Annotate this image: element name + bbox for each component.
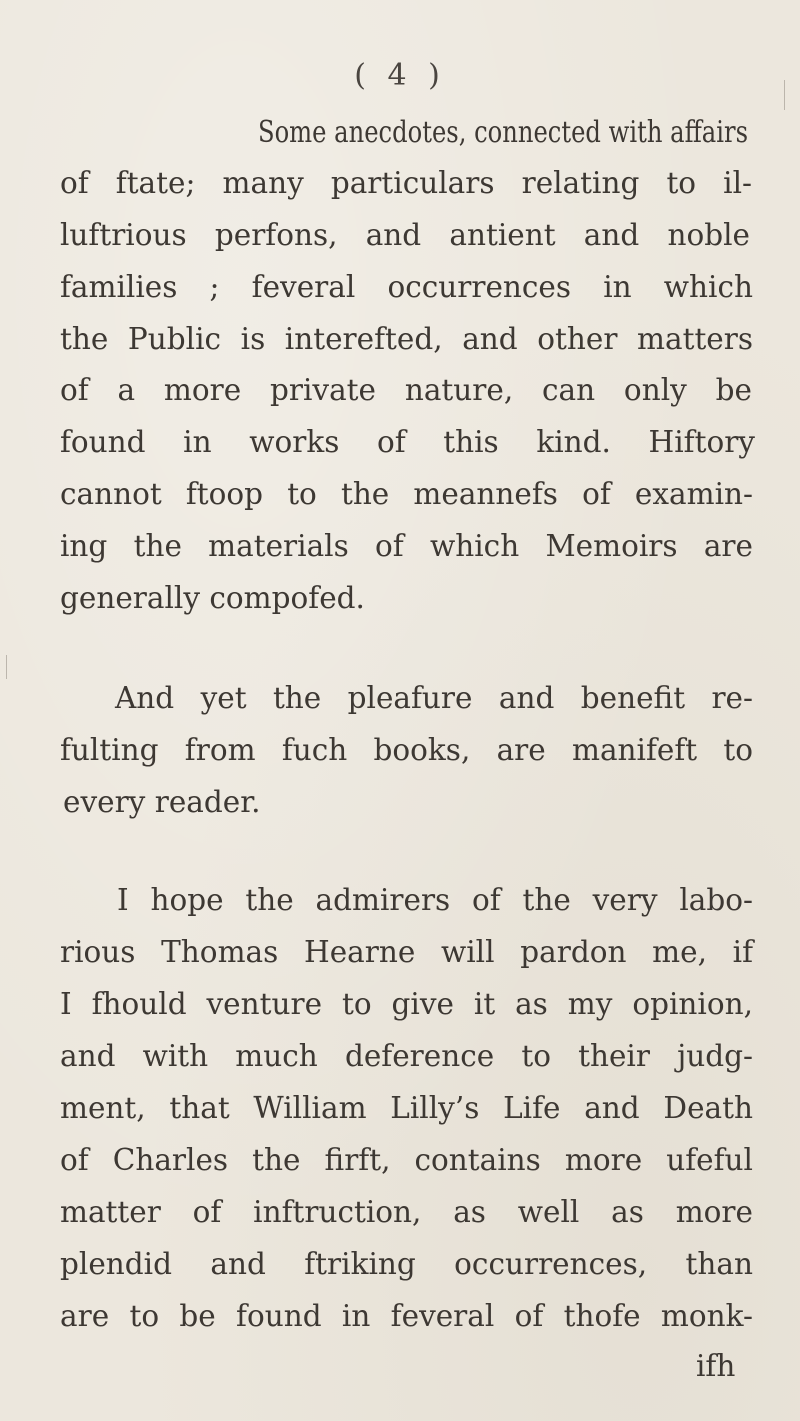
text-line: are to be found in feveral of thofe monk- [60, 1299, 753, 1333]
text-line: rious Thomas Hearne will pardon me, if [60, 935, 754, 969]
text-line: Some anecdotes, connected with affairs [258, 115, 749, 149]
text-line: ing the materials of which Memoirs are [60, 529, 753, 563]
text-line: the Public is interefted, and other matters [60, 322, 754, 356]
text-line: ment, that William Lilly’s Life and Death [60, 1091, 753, 1125]
text-line: cannot ftoop to the meannefs of examin- [60, 477, 753, 511]
text-line: of a more private nature, can only be [60, 373, 752, 407]
text-line: found in works of this kind. Hiftory [60, 425, 755, 459]
text-line: every reader. [63, 785, 261, 819]
text-line: I hope the admirers of the very labo- [117, 883, 753, 917]
text-line: of ftate; many particulars relating to il- [60, 166, 753, 200]
text-line: matter of inftruction, as well as more [60, 1195, 753, 1229]
page-edge-mark [6, 655, 7, 679]
text-line: And yet the pleafure and benefit re- [115, 681, 753, 715]
page-number: ( 4 ) [354, 58, 446, 93]
text-line: families ; feveral occurrences in which [60, 270, 754, 304]
text-line: luftrious perfons, and antient and noble [60, 218, 750, 252]
text-line: ifh [696, 1349, 736, 1383]
text-line: plendid and ftriking occurrences, than [60, 1247, 753, 1281]
text-line: and with much deference to their judg- [60, 1039, 753, 1073]
text-line: generally compofed. [60, 581, 365, 615]
text-line: fulting from fuch books, are manifeft to [60, 733, 754, 767]
text-line: I fhould venture to give it as my opinion, [60, 987, 753, 1021]
text-line: of Charles the firft, contains more ufeful [60, 1143, 753, 1177]
page-edge-mark [784, 80, 785, 110]
